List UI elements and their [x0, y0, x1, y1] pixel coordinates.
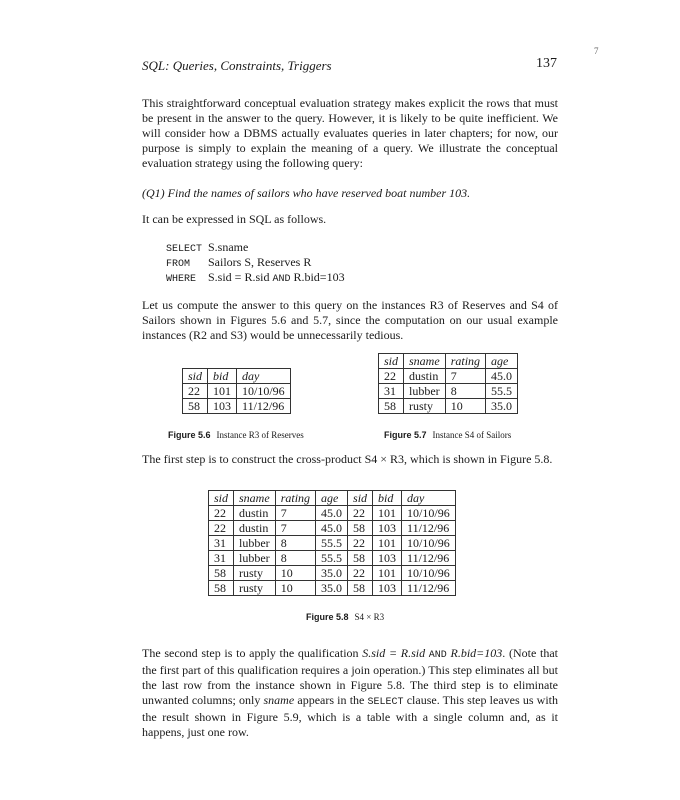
- table-cell: 10: [275, 581, 315, 596]
- second-step-paragraph: The second step is to apply the qualification S.sid = R.sid AND R.bid=103. (Note that the first part of this qualification requires a join operation.) This step eliminates all but the last row from the instance shown in Figure 5.8. The third step is to eliminate unwanted columns; only sname appears in the SELECT clause. This step leaves us with the result shown in Figure 5.9, which is a table with a single column and, as it happens, just one row.: [142, 646, 559, 739]
- column-header: sid: [348, 491, 373, 506]
- table-cell: rusty: [234, 581, 276, 596]
- table-cell: 55.5: [486, 384, 518, 399]
- table-cell: 22: [209, 506, 234, 521]
- table-cell: 35.0: [486, 399, 518, 414]
- table-cell: 101: [373, 566, 402, 581]
- column-header: sid: [183, 369, 208, 384]
- table-cell: 101: [373, 536, 402, 551]
- table-cell: 22: [209, 521, 234, 536]
- reserves-table: [182, 368, 291, 414]
- table-cell: 101: [208, 384, 237, 399]
- figure-5-6-caption: Figure 5.6 Instance R3 of Reserves: [168, 430, 304, 440]
- sql-from-clause: Sailors S, Reserves R: [208, 255, 312, 269]
- sql-select-clause: S.sname: [208, 240, 249, 254]
- figure-5-7-caption: Figure 5.7 Instance S4 of Sailors: [384, 430, 512, 440]
- sql-from-keyword: FROM: [166, 259, 191, 270]
- column-header: sname: [234, 491, 276, 506]
- corner-mark: 7: [594, 46, 599, 56]
- table-cell: 58: [183, 399, 208, 414]
- table-cell: 10/10/96: [237, 384, 291, 399]
- sql-intro: It can be expressed in SQL as follows.: [142, 212, 327, 226]
- table-cell: 22: [379, 369, 404, 384]
- page-number: 137: [536, 56, 557, 71]
- table-cell: dustin: [404, 369, 446, 384]
- figure-5-8-caption: Figure 5.8 S4 × R3: [306, 612, 385, 622]
- table-row: [183, 384, 291, 399]
- table-header-row: [183, 369, 291, 384]
- sql-where-clause-a: S.sid = R.sid: [208, 270, 270, 284]
- table-cell: rusty: [234, 566, 276, 581]
- table-cell: 10: [445, 399, 485, 414]
- table-cell: 11/12/96: [402, 521, 456, 536]
- table-cell: 31: [209, 551, 234, 566]
- sql-where-clause-b: R.bid=103: [293, 270, 345, 284]
- table-row: [209, 551, 456, 566]
- table-cell: 55.5: [316, 551, 348, 566]
- table-cell: 11/12/96: [237, 399, 291, 414]
- table-cell: 31: [209, 536, 234, 551]
- column-header: rating: [275, 491, 315, 506]
- table-cell: 45.0: [486, 369, 518, 384]
- table-cell: rusty: [404, 399, 446, 414]
- running-header: SQL: Queries, Constraints, Triggers: [142, 58, 332, 73]
- table-cell: 58: [379, 399, 404, 414]
- compute-paragraph: Let us compute the answer to this query on the instances R3 of Reserves and S4 of Sailors shown in Figures 5.6 and 5.7, since the computation on our usual example instances (R2 and S3) would be unnecessarily tedious.: [142, 298, 558, 342]
- table-cell: lubber: [234, 536, 276, 551]
- table-row: [209, 536, 456, 551]
- column-header: bid: [373, 491, 402, 506]
- sql-and-keyword: AND: [272, 274, 291, 285]
- table-cell: 10/10/96: [402, 536, 456, 551]
- table-cell: 7: [445, 369, 485, 384]
- table-cell: 35.0: [316, 581, 348, 596]
- table-cell: 103: [373, 521, 402, 536]
- table-cell: 55.5: [316, 536, 348, 551]
- table-cell: 7: [275, 521, 315, 536]
- table-cell: lubber: [404, 384, 446, 399]
- column-header: sname: [404, 354, 446, 369]
- table-cell: 10/10/96: [402, 506, 456, 521]
- cross-product-paragraph: The first step is to construct the cross-product S4 × R3, which is shown in Figure 5.8.: [142, 452, 553, 466]
- column-header: age: [486, 354, 518, 369]
- table-cell: 58: [348, 521, 373, 536]
- table-cell: 58: [348, 581, 373, 596]
- table-row: [379, 399, 518, 414]
- column-header: day: [402, 491, 456, 506]
- table-row: [209, 566, 456, 581]
- table-cell: 10: [275, 566, 315, 581]
- table-cell: 8: [275, 536, 315, 551]
- table-cell: 22: [348, 506, 373, 521]
- table-cell: 101: [373, 506, 402, 521]
- table-row: [209, 521, 456, 536]
- table-header-row: [379, 354, 518, 369]
- column-header: bid: [208, 369, 237, 384]
- sql-where-keyword: WHERE: [166, 274, 197, 285]
- table-cell: 103: [373, 581, 402, 596]
- table-cell: dustin: [234, 521, 276, 536]
- intro-paragraph: This straightforward conceptual evaluation strategy makes explicit the rows that must be present in the answer to the query. However, it is likely to be quite inefficient. We will consider how a DBMS actually evaluates queries in later chapters; for now, our purpose is simply to explain the meaning of a query. We illustrate the conceptual evaluation strategy using the following query:: [142, 96, 558, 170]
- table-cell: 58: [348, 551, 373, 566]
- column-header: rating: [445, 354, 485, 369]
- table-cell: 58: [209, 566, 234, 581]
- table-row: [209, 581, 456, 596]
- table-header-row: [209, 491, 456, 506]
- column-header: sid: [379, 354, 404, 369]
- sql-code-block: [166, 240, 345, 285]
- sql-select-keyword: SELECT: [166, 244, 203, 255]
- table-cell: 8: [275, 551, 315, 566]
- table-row: [379, 369, 518, 384]
- column-header: day: [237, 369, 291, 384]
- table-row: [209, 506, 456, 521]
- table-cell: dustin: [234, 506, 276, 521]
- table-row: [379, 384, 518, 399]
- table-cell: 31: [379, 384, 404, 399]
- table-cell: 35.0: [316, 566, 348, 581]
- sailors-table: [378, 353, 518, 414]
- table-cell: 8: [445, 384, 485, 399]
- table-cell: 103: [208, 399, 237, 414]
- query-q1: (Q1) Find the names of sailors who have reserved boat number 103.: [142, 186, 471, 200]
- table-cell: 58: [209, 581, 234, 596]
- table-cell: 103: [373, 551, 402, 566]
- table-cell: 11/12/96: [402, 551, 456, 566]
- table-cell: 22: [183, 384, 208, 399]
- table-cell: 11/12/96: [402, 581, 456, 596]
- table-cell: 22: [348, 566, 373, 581]
- column-header: age: [316, 491, 348, 506]
- table-cell: lubber: [234, 551, 276, 566]
- column-header: sid: [209, 491, 234, 506]
- table-cell: 45.0: [316, 506, 348, 521]
- table-cell: 45.0: [316, 521, 348, 536]
- table-cell: 10/10/96: [402, 566, 456, 581]
- table-cell: 22: [348, 536, 373, 551]
- table-row: [183, 399, 291, 414]
- cross-product-table: [208, 490, 456, 596]
- table-cell: 7: [275, 506, 315, 521]
